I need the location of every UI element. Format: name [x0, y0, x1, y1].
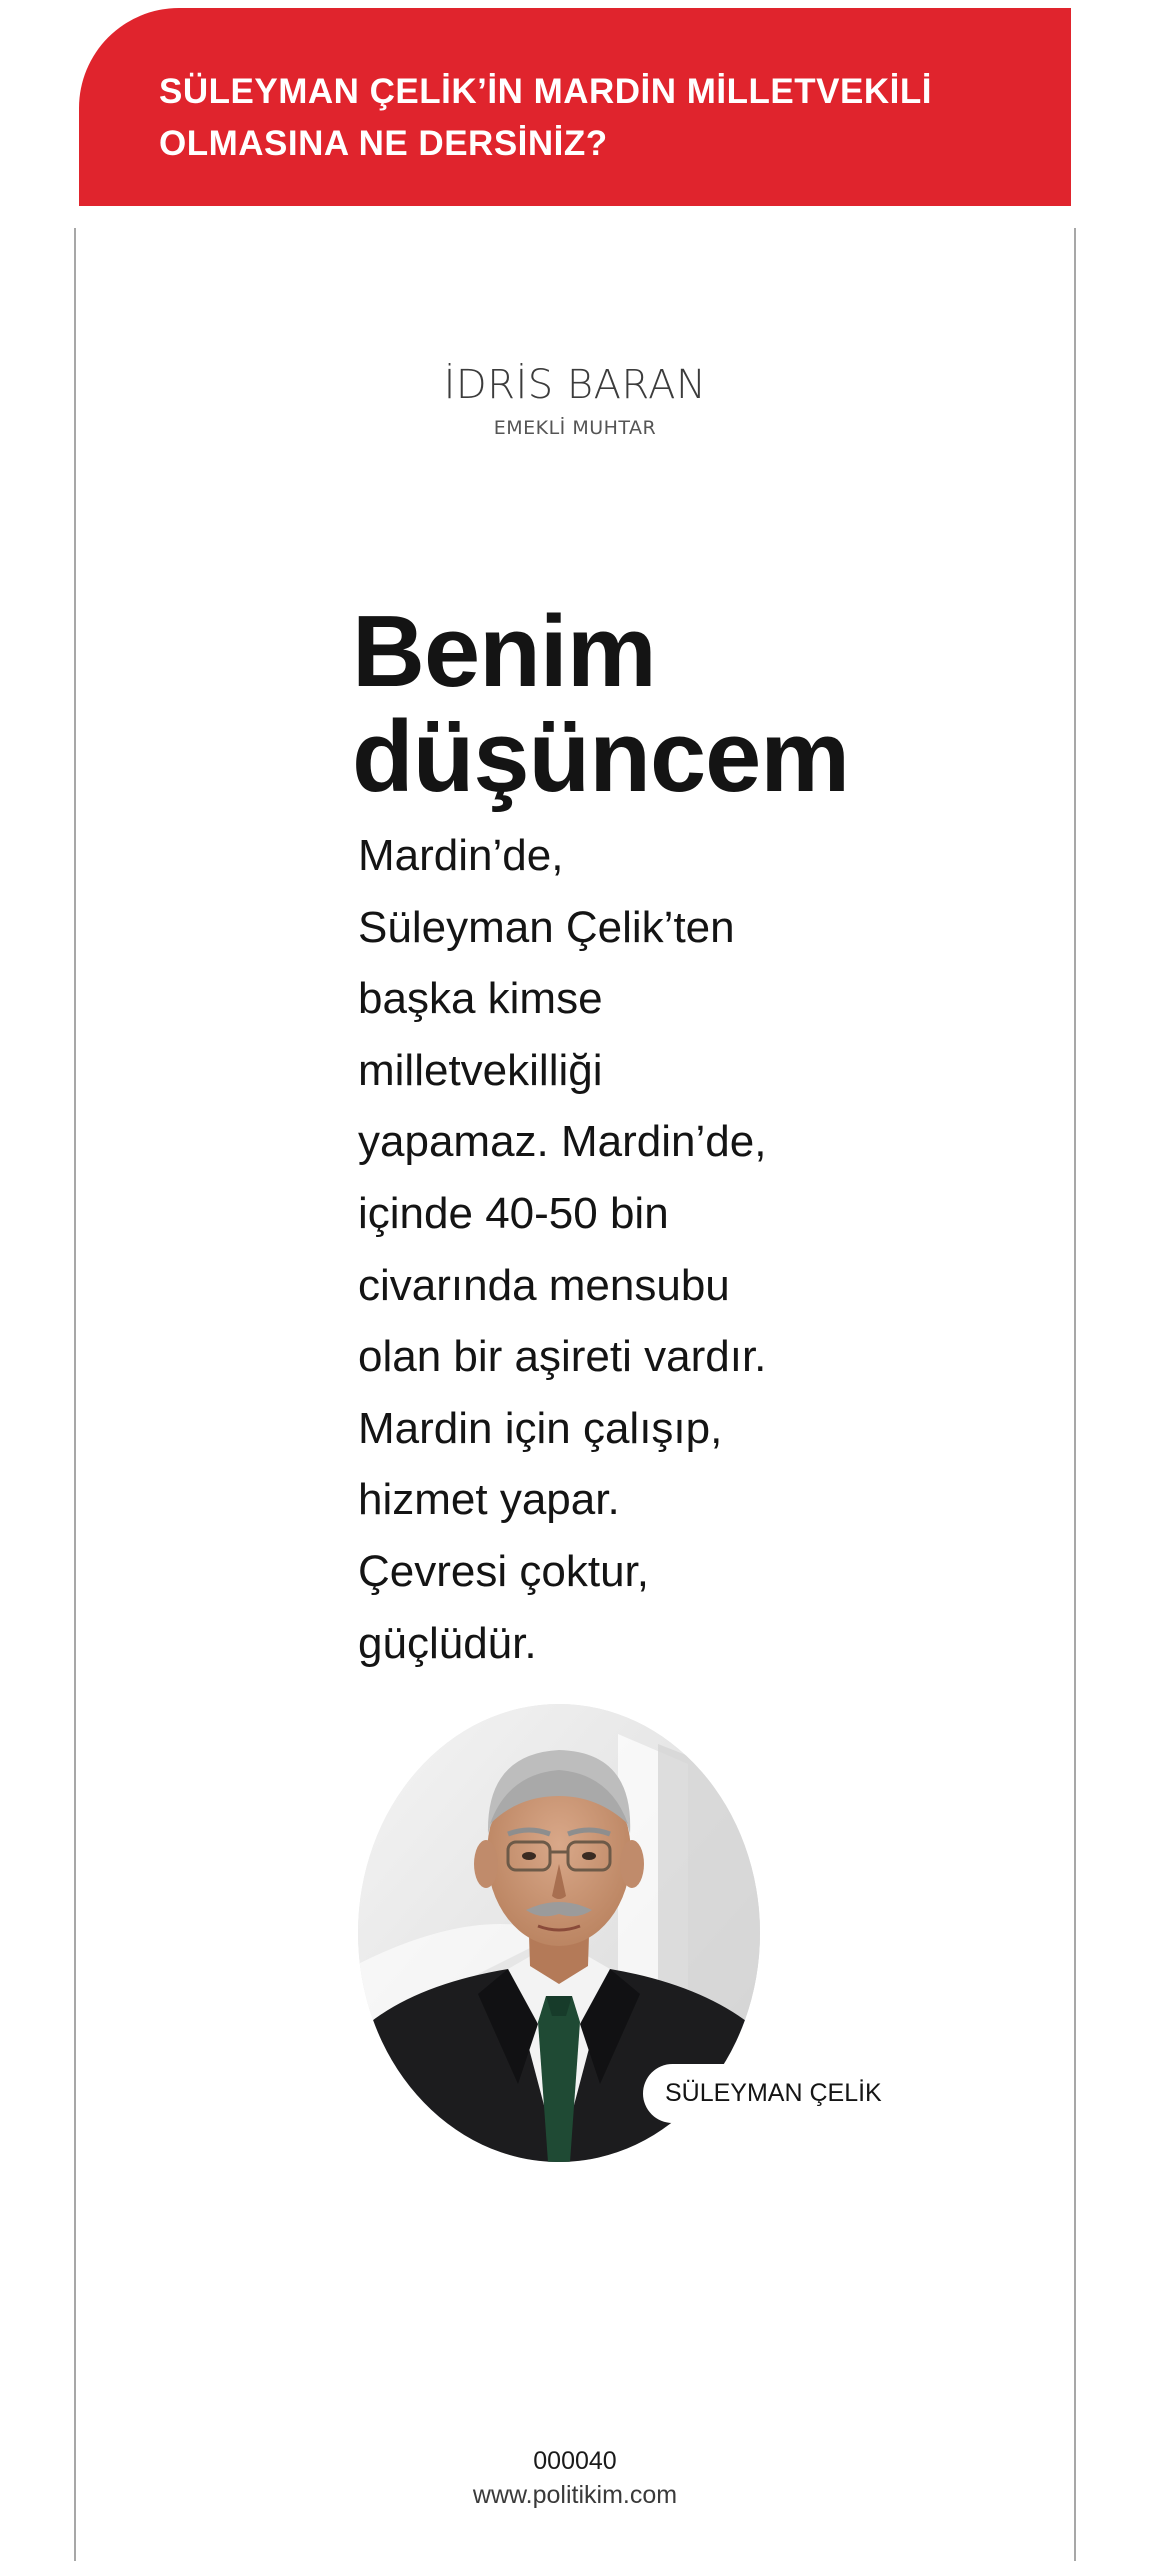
heading-line: düşüncem [352, 701, 850, 813]
author-name: İDRİS BARAN [443, 362, 707, 408]
body-line: Süleyman Çelik’ten [358, 902, 735, 952]
body-line: olan bir aşireti vardır. [358, 1332, 767, 1382]
question-banner [79, 8, 1071, 206]
body-line: yapamaz. Mardin’de, [358, 1117, 767, 1167]
author-role: EMEKLİ MUHTAR [493, 417, 657, 439]
body-line: Çevresi çoktur, [358, 1546, 649, 1596]
left-border-line [74, 228, 76, 2561]
body-line: hizmet yapar. [358, 1475, 620, 1525]
body-line: Mardin için çalışıp, [358, 1403, 723, 1453]
body-line: güçlüdür. [358, 1618, 537, 1668]
banner-title: SÜLEYMAN ÇELİK’İN MARDİN MİLLETVEKİLİ OLMASINA NE DERSİNİZ? [159, 72, 932, 163]
body-line: civarında mensubu [358, 1260, 730, 1310]
body-line: içinde 40-50 bin [358, 1188, 669, 1238]
body-line: milletvekilliği [358, 1045, 603, 1095]
portrait-caption: SÜLEYMAN ÇELİK [643, 2064, 904, 2123]
heading-line: Benim [352, 596, 656, 708]
page-code: 000040 [533, 2447, 617, 2475]
article-body [358, 820, 766, 1679]
article-heading [352, 596, 850, 813]
right-border-line [1074, 228, 1076, 2561]
author-block [0, 355, 1150, 441]
footer [0, 2444, 1150, 2512]
body-line: başka kimse [358, 974, 603, 1024]
website-link[interactable]: www.politikim.com [472, 2481, 678, 2509]
body-line: Mardin’de, [358, 831, 564, 880]
